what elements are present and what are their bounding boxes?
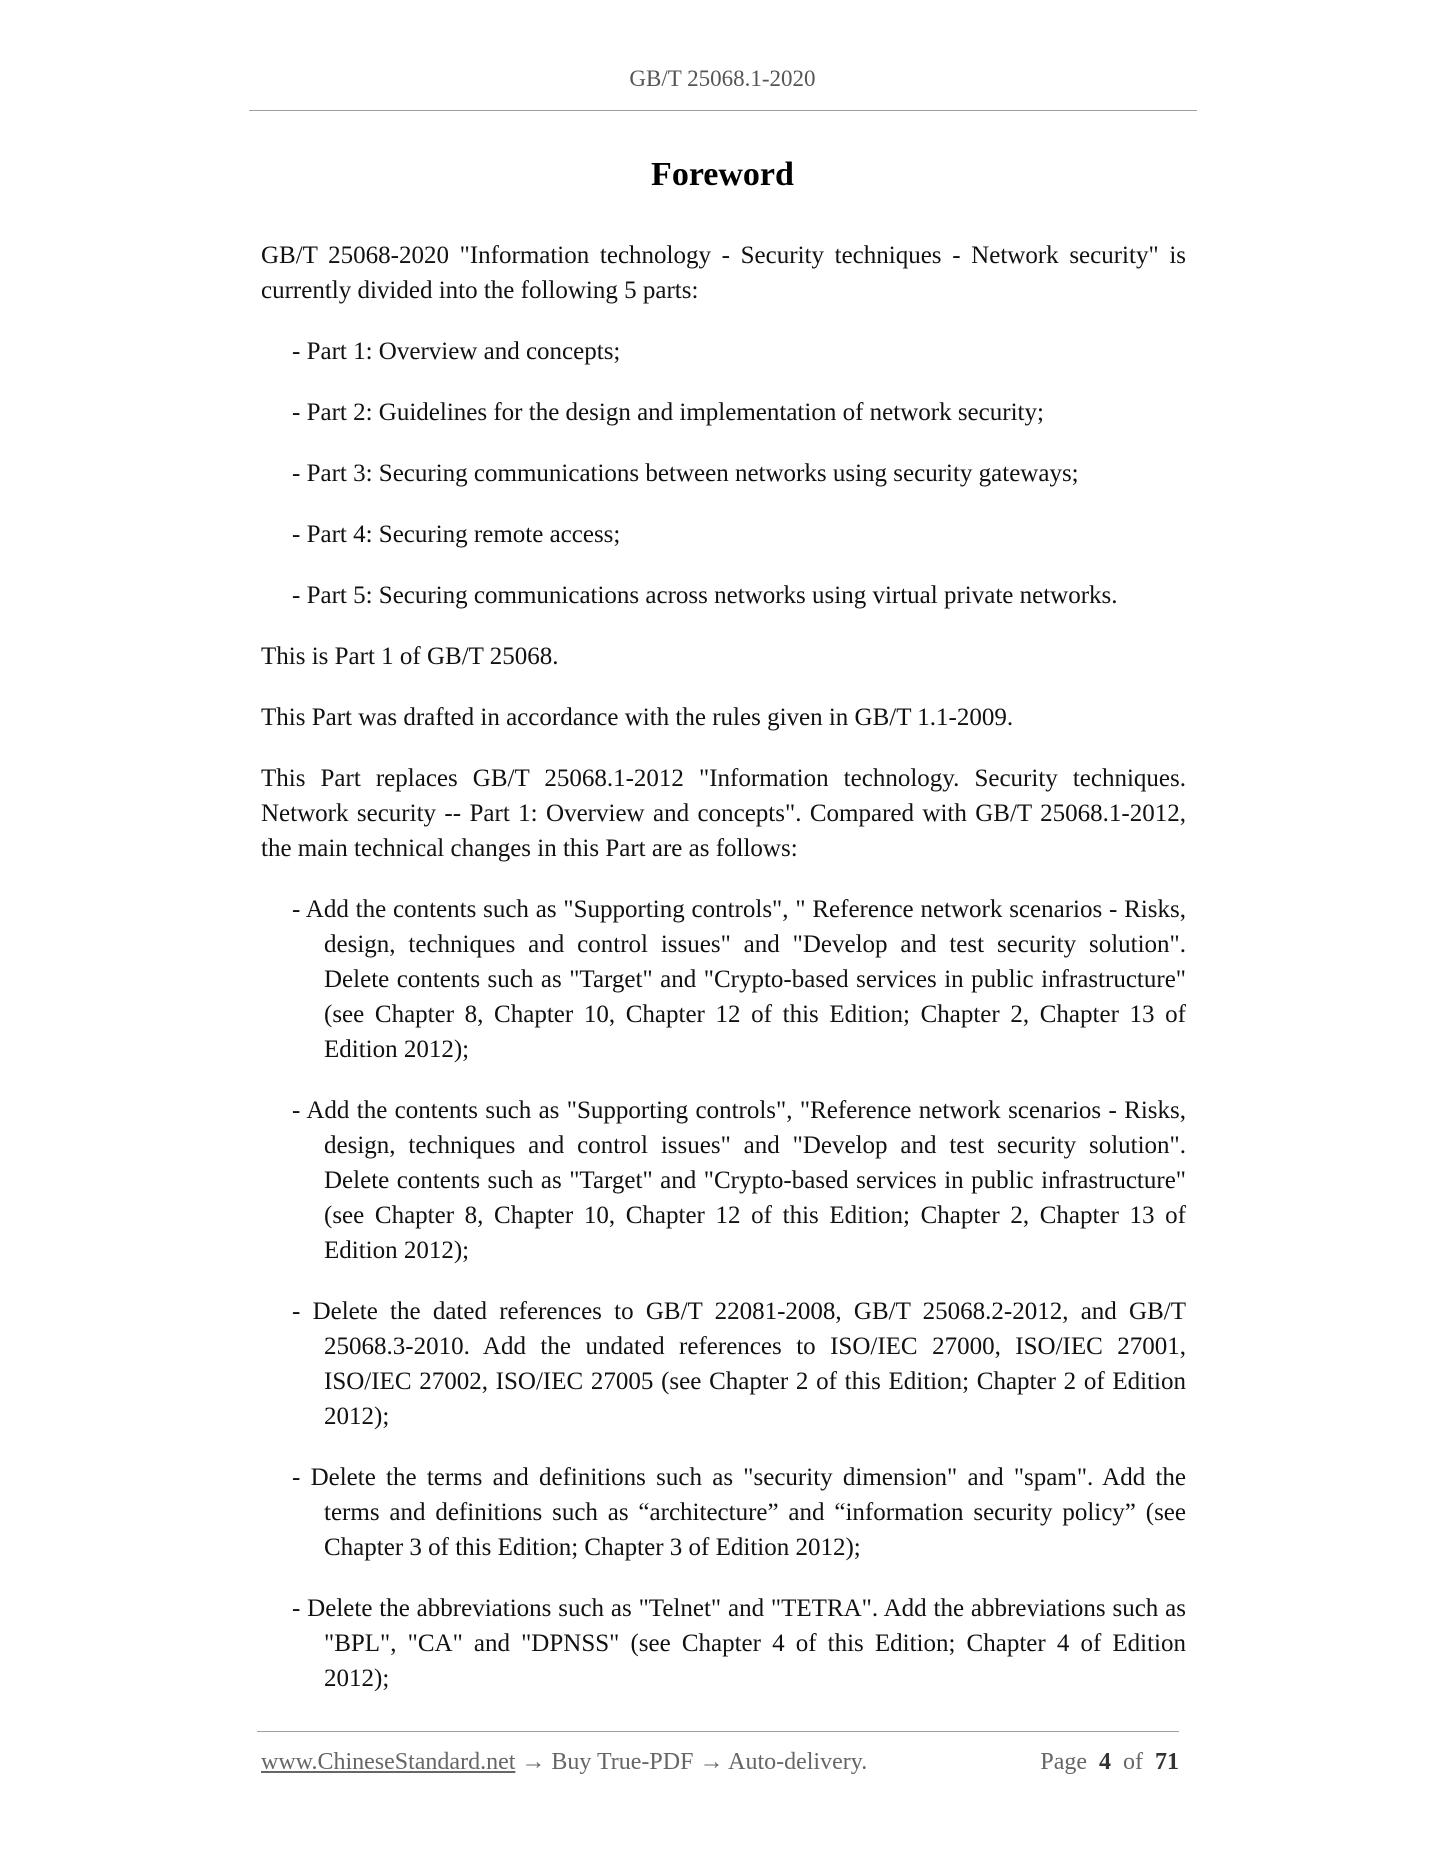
part-of-paragraph: This is Part 1 of GB/T 25068. bbox=[261, 643, 559, 670]
page-of-label: of bbox=[1123, 1749, 1143, 1775]
page-title: Foreword bbox=[651, 156, 794, 193]
part-item: - Part 1: Overview and concepts; bbox=[292, 338, 621, 365]
foreword-body bbox=[261, 238, 1186, 1722]
change-item: - Add the contents such as "Supporting controls", "Reference network scenarios - Risks, design, techniques and control issues" and "Develop and test security solution". Delete contents such as "Target" and "Crypto-based services in public infrastructure" (see Chapter 8, Chapter 10, Chapter 12 of this Edition; Chapter 2, Chapter 13 of Edition 2012); bbox=[292, 1097, 1186, 1264]
drafted-paragraph: This Part was drafted in accordance with the rules given in GB/T 1.1-2009. bbox=[261, 704, 1014, 731]
replaces-paragraph: This Part replaces GB/T 25068.1-2012 "Information technology. Security techniques. Network security -- Part 1: Overview and concepts". Compared with GB/T 25068.1-2012, the main technical changes in this Part are as follows: bbox=[261, 765, 1186, 862]
header-divider bbox=[249, 110, 1197, 111]
part-item: - Part 5: Securing communications across networks using virtual private networks. bbox=[292, 582, 1118, 609]
change-item: - Delete the abbreviations such as "Telnet" and "TETRA". Add the abbreviations such as "BPL", "CA" and "DPNSS" (see Chapter 4 of this Edition; Chapter 4 of Edition 2012); bbox=[292, 1595, 1186, 1692]
footer-promo bbox=[261, 1749, 867, 1776]
website-link[interactable]: www.ChineseStandard.net bbox=[261, 1749, 516, 1775]
part-item: - Part 3: Securing communications between networks using security gateways; bbox=[292, 460, 1079, 487]
part-item: - Part 2: Guidelines for the design and implementation of network security; bbox=[292, 399, 1044, 426]
footer-divider bbox=[257, 1731, 1179, 1732]
total-pages-number: 71 bbox=[1155, 1749, 1179, 1775]
document-header: GB/T 25068.1-2020 bbox=[629, 66, 816, 91]
footer-tagline: → Buy True-PDF → Auto-delivery. bbox=[515, 1749, 868, 1775]
changes-list bbox=[261, 892, 1186, 1696]
intro-paragraph: GB/T 25068-2020 "Information technology - Security techniques - Network security" is currently divided into the following 5 parts: bbox=[261, 242, 1186, 304]
page-indicator bbox=[1040, 1749, 1179, 1776]
page-label: Page bbox=[1040, 1749, 1087, 1775]
part-item: - Part 4: Securing remote access; bbox=[292, 521, 621, 548]
change-item: - Delete the dated references to GB/T 22081-2008, GB/T 25068.2-2012, and GB/T 25068.3-2010. Add the undated references to ISO/IEC 27000, ISO/IEC 27001, ISO/IEC 27002, ISO/IEC 27005 (see Chapter 2 of this Edition; Chapter 2 of Edition 2012); bbox=[292, 1298, 1186, 1430]
change-item: - Add the contents such as "Supporting controls", " Reference network scenarios - Risks, design, techniques and control issues" and "Develop and test security solution". Delete contents such as "Target" and "Crypto-based services in public infrastructure" (see Chapter 8, Chapter 10, Chapter 12 of this Edition; Chapter 2, Chapter 13 of Edition 2012); bbox=[292, 896, 1186, 1063]
parts-list bbox=[261, 334, 1186, 613]
change-item: - Delete the terms and definitions such as "security dimension" and "spam". Add the terms and definitions such as “architecture” and “information security policy” (see Chapter 3 of this Edition; Chapter 3 of Edition 2012); bbox=[292, 1464, 1186, 1561]
current-page-number: 4 bbox=[1099, 1749, 1111, 1775]
